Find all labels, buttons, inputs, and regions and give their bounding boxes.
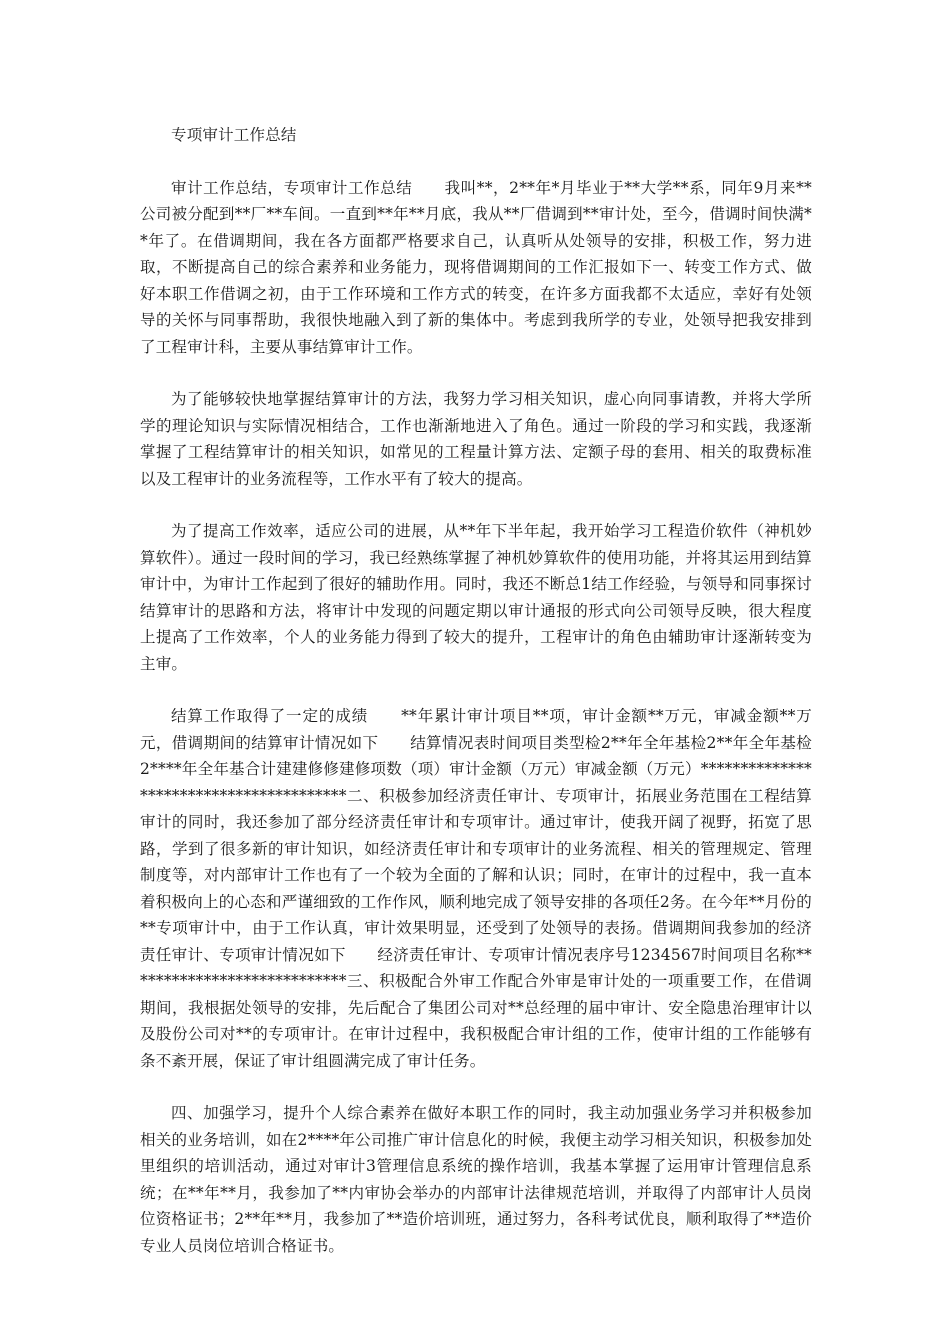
paragraph-4: 结算工作取得了一定的成绩 **年累计审计项目**项，审计金额**万元，审减金额**万元，借调期间的结算审计情况如下 结算情况表时间项目类型检2**年全年基检2**年全年基检2****年全年基合计建建修修建修项数（项）审计金额（万元）审减金额（万元）****************************************二、积极参加经济责任审计、专项审计，拓展业务范围在工程结算审计的同时，我还参加了部分经济责任审计和专项审计。通过审计，使我开阔了视野，拓宽了思路，学到了很多新的审计知识，如经济责任审计和专项审计的业务流程、相关的管理规定、管理制度等，对内部审计工作也有了一个较为全面的了解和认识；同时，在审计的过程中，我一直本着积极向上的心态和严谨细致的工作作风，顺利地完成了领导安排的各项任2务。在今年**月份的**专项审计中，由于工作认真，审计效果明显，还受到了处领导的表扬。借调期间我参加的经济责任审计、专项审计情况如下 经济责任审计、专项审计情况表序号1234567时间项目名称****************************三、积极配合外审工作配合外审是审计处的一项重要工作，在借调期间，我根据处领导的安排，先后配合了集团公司对**总经理的届中审计、安全隐患治理审计以及股份公司对**的专项审计。在审计过程中，我积极配合审计组的工作，使审计组的工作能够有条不紊开展，保证了审计组圆满完成了审计任务。 <box>140 707 812 1070</box>
document-body <box>140 122 812 1285</box>
paragraph-3: 为了提高工作效率，适应公司的进展，从**年下半年起，我开始学习工程造价软件（神机妙算软件）。通过一段时间的学习，我已经熟练掌握了神机妙算软件的使用功能，并将其运用到结算审计中，为审计工作起到了很好的辅助作用。同时，我还不断总1结工作经验，与领导和同事探讨结算审计的思路和方法，将审计中发现的问题定期以审计通报的形式向公司领导反映，很大程度上提高了工作效率，个人的业务能力得到了较大的提升，工程审计的角色由辅助审计逐渐转变为主审。 <box>140 522 812 673</box>
document-title: 专项审计工作总结 <box>171 126 297 144</box>
paragraph-5: 四、加强学习，提升个人综合素养在做好本职工作的同时，我主动加强业务学习并积极参加相关的业务培训，如在2****年公司推广审计信息化的时候，我便主动学习相关知识，积极参加处里组织的培训活动，通过对审计3管理信息系统的操作培训，我基本掌握了运用审计管理信息系统；在**年**月，我参加了**内审协会举办的内部审计法律规范培训，并取得了内部审计人员岗位资格证书；2**年**月，我参加了**造价培训班，通过努力，各科考试优良，顺利取得了**造价专业人员岗位培训合格证书。 <box>140 1104 812 1255</box>
paragraph-2: 为了能够较快地掌握结算审计的方法，我努力学习相关知识，虚心向同事请教，并将大学所学的理论知识与实际情况相结合，工作也渐渐地进入了角色。通过一阶段的学习和实践，我逐渐掌握了工程结算审计的相关知识，如常见的工程量计算方法、定额子母的套用、相关的取费标准以及工程审计的业务流程等，工作水平有了较大的提高。 <box>140 390 812 488</box>
paragraph-1: 审计工作总结，专项审计工作总结 我叫**，2**年*月毕业于**大学**系，同年9月来**公司被分配到**厂**车间。一直到**年**月底，我从**厂借调到**审计处，至今，借调时间快满**年了。在借调期间，我在各方面都严格要求自己，认真听从处领导的安排，积极工作，努力进取，不断提高自己的综合素养和业务能力，现将借调期间的工作汇报如下一、转变工作方式、做好本职工作借调之初，由于工作环境和工作方式的转变，在许多方面我都不太适应，幸好有处领导的关怀与同事帮助，我很快地融入到了新的集体中。考虑到我所学的专业，处领导把我安排到了工程审计科，主要从事结算审计工作。 <box>140 178 812 356</box>
